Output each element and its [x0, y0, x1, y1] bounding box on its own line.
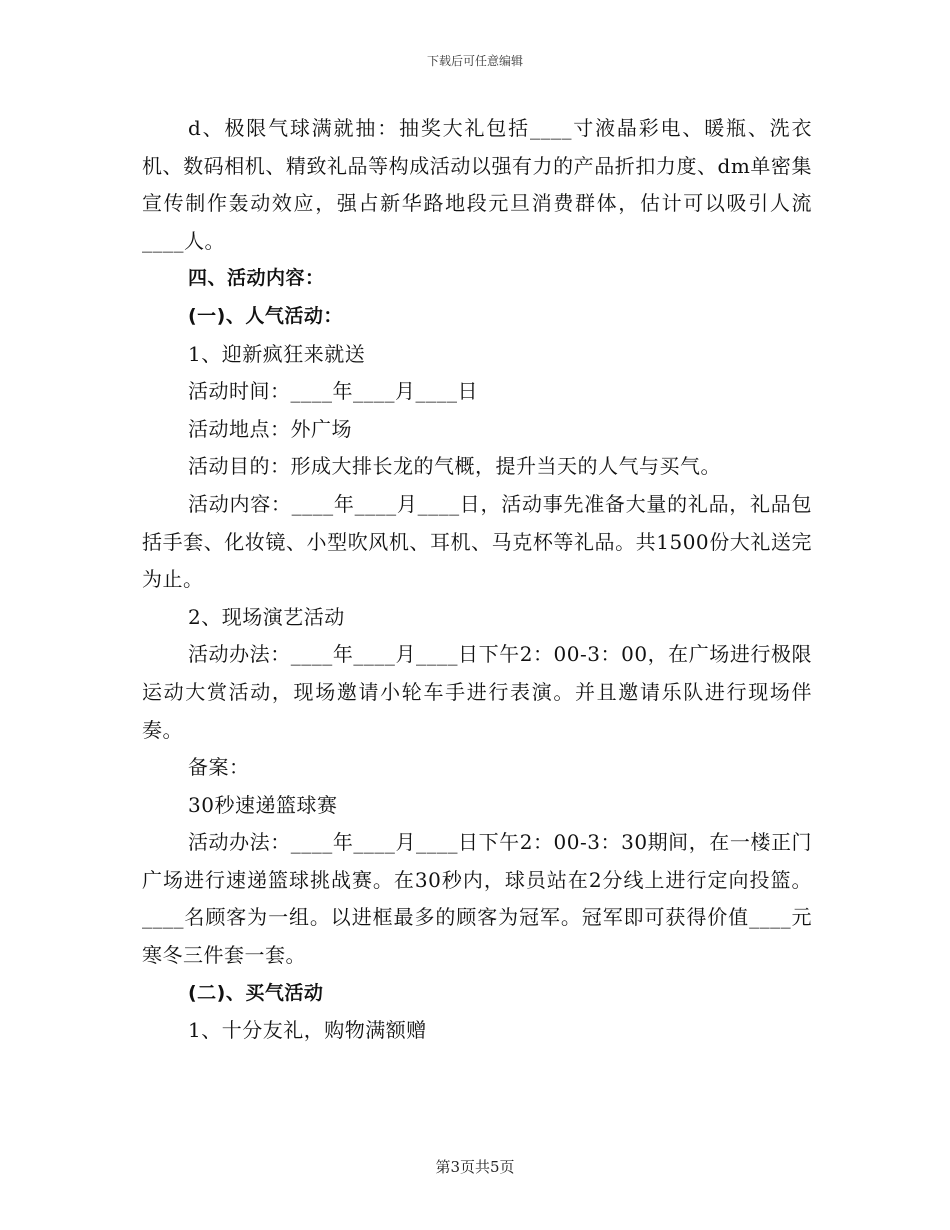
subsection-heading-popularity: (一)、人气活动： — [188, 304, 343, 327]
page-header: 下载后可任意编辑 — [426, 54, 523, 68]
item-title-purchase-gift: 1、十分友礼，购物满额赠 — [188, 1018, 427, 1043]
performance-method: 活动办法：____年____月____日下午2：00-3：00，在广场进行极限运动大赏活动，现场邀请小轮车手进行表演。并且邀请乐队进行现场伴奏。 — [142, 642, 812, 742]
page-number-footer: 第3页共5页 — [435, 1158, 515, 1176]
paragraph-balloon-lottery: d、极限气球满就抽：抽奖大礼包括____寸液晶彩电、暖瓶、洗衣机、数码相机、精致礼品等构成活动以强有力的产品折扣力度、dm单密集宣传制作轰动效应，强占新华路地段元旦消费群体，估计可以吸引人流____人。 — [142, 116, 812, 253]
activity-time: 活动时间：____年____月____日 — [188, 379, 478, 404]
item-title-live-performance: 2、现场演艺活动 — [188, 604, 345, 629]
item-title-welcome-gift: 1、迎新疯狂来就送 — [188, 341, 366, 366]
activity-purpose: 活动目的：形成大排长龙的气概，提升当天的人气与买气。 — [188, 454, 721, 479]
section-heading-activity-content: 四、活动内容： — [188, 267, 325, 290]
activity-location: 活动地点：外广场 — [188, 416, 352, 441]
basketball-method: 活动办法：____年____月____日下午2：00-3：30期间，在一楼正门广场进行速递篮球挑战赛。在30秒内，球员站在2分线上进行定向投篮。____名顾客为一组。以进框最多的顾客为冠军。冠军即可获得价值____元寒冬三件套一套。 — [142, 830, 812, 968]
backup-plan-label: 备案： — [188, 755, 250, 780]
activity-content: 活动内容：____年____月____日，活动事先准备大量的礼品，礼品包括手套、化妆镜、小型吹风机、耳机、马克杯等礼品。共1500份大礼送完为止。 — [142, 491, 812, 592]
basketball-title: 30秒速递篮球赛 — [188, 792, 338, 817]
subsection-heading-buying: (二)、买气活动 — [188, 981, 324, 1004]
document-body — [142, 110, 812, 1050]
